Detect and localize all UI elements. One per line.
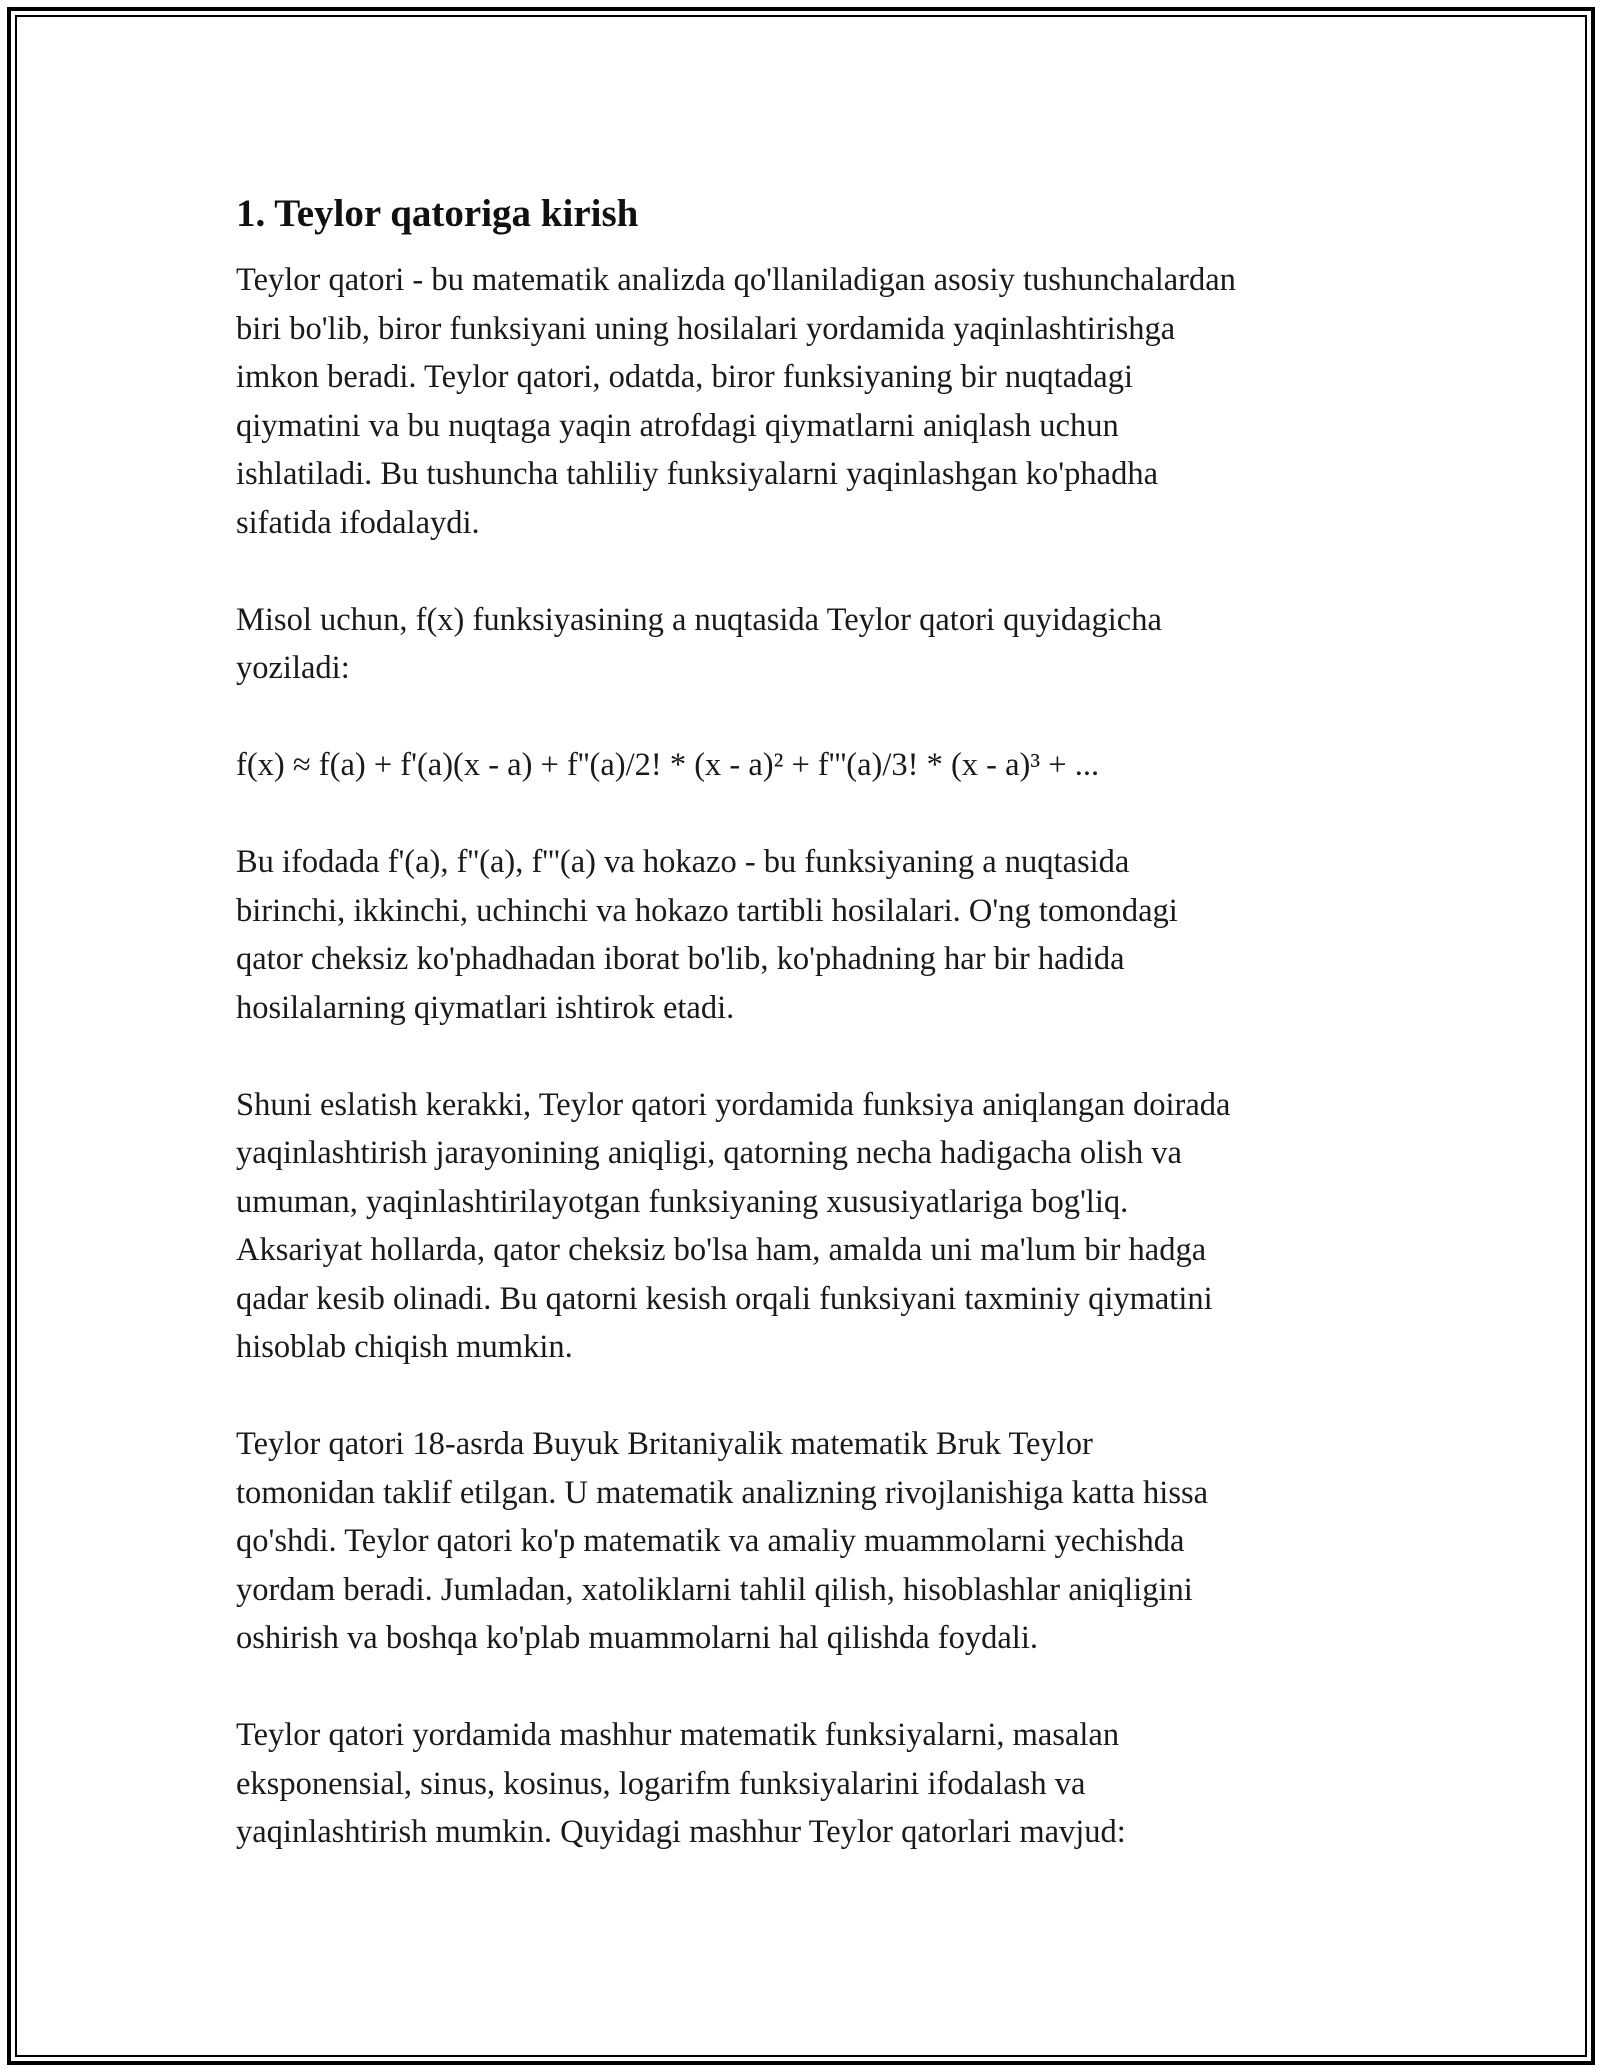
paragraph-applications: Teylor qatori yordamida mashhur matematik funksiyalarni, masalan eksponensial, sinus, kosinus, logarifm funksiyalarini ifodalash va yaqinlashtirish mumkin. Quyidagi mashhur Teylor qatorlari mavjud:: [236, 1717, 1126, 1850]
paragraph-example: Misol uchun, f(x) funksiyasining a nuqtasida Teylor qatori quyidagicha yoziladi:: [236, 601, 1162, 686]
paragraph-derivatives: Bu ifodada f'(a), f''(a), f'''(a) va hokazo - bu funksiyaning a nuqtasida birinchi, ikkinchi, uchinchi va hokazo tartibli hosilalari. O'ng tomondagi qator cheksiz ko'phadhadan iborat bo'lib, ko'phadning har bir hadida hosilalarning qiymatlari ishtirok etadi.: [236, 844, 1178, 1026]
paragraph-intro: Teylor qatori - bu matematik analizda qo'llaniladigan asosiy tushunchalardan biri bo'lib, biror funksiyani uning hosilalari yordamida yaqinlashtirishga imkon beradi. Teylor qatori, odatda, biror funksiyaning bir nuqtadagi qiymatini va bu nuqtaga yaqin atrofdagi qiymatlarni aniqlash uchun ishlatiladi. Bu tushuncha tahliliy funksiyalarni yaqinlashgan ko'phadha sifatida ifodalaydi.: [236, 262, 1236, 541]
paragraph-history: Teylor qatori 18-asrda Buyuk Britaniyalik matematik Bruk Teylor tomonidan taklif etilgan. U matematik analizning rivojlanishiga katta hissa qo'shdi. Teylor qatori ko'p matematik va amaliy muammolarni yechishda yordam beradi. Jumladan, xatoliklarni tahlil qilish, hisoblashlar aniqligini oshirish va boshqa ko'plab muammolarni hal qilishda foydali.: [236, 1426, 1209, 1656]
taylor-formula: f(x) ≈ f(a) + f'(a)(x - a) + f''(a)/2! * (x - a)² + f'''(a)/3! * (x - a)³ + ...: [236, 747, 1100, 783]
document-body: [236, 186, 1386, 1905]
section-heading: 1. Teylor qatoriga kirish: [236, 192, 639, 235]
paragraph-accuracy: Shuni eslatish kerakki, Teylor qatori yordamida funksiya aniqlangan doirada yaqinlashtirish jarayonining aniqligi, qatorning necha hadigacha olish va umuman, yaqinlashtirilayotgan funksiyaning xususiyatlariga bog'liq. Aksariyat hollarda, qator cheksiz bo'lsa ham, amalda uni ma'lum bir hadga qadar kesib olinadi. Bu qatorni kesish orqali funksiyani taxminiy qiymatini hisoblab chiqish mumkin.: [236, 1086, 1231, 1365]
